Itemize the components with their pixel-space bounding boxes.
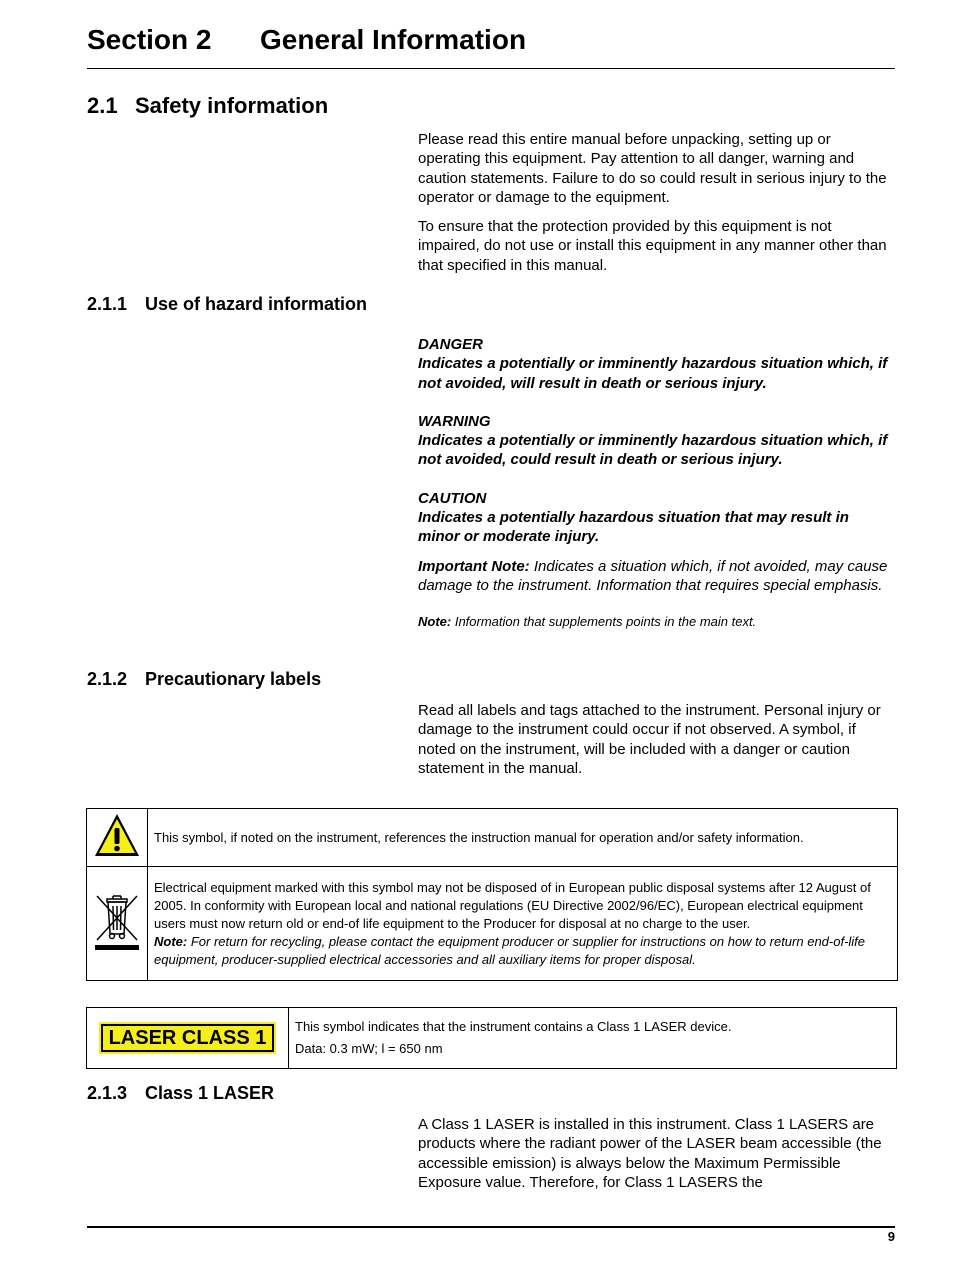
caution-label: CAUTION bbox=[418, 489, 487, 507]
symbol-row-manual bbox=[87, 809, 898, 867]
warning-triangle-icon bbox=[93, 812, 141, 858]
weee-note-label: Note: bbox=[154, 933, 188, 949]
heading-number: 2.1.1 bbox=[87, 294, 128, 314]
important-note-text: Indicates a situation which, if not avoided, may cause damage to the instrument. Information that requires special emphasis. bbox=[418, 557, 888, 594]
precautionary-paragraph: Read all labels and tags attached to the instrument. Personal injury or damage to the instrument could occur if not observed. A symbol, if noted on the instrument, will be included with a danger or caution statement in the manual. bbox=[418, 702, 881, 777]
heading-number: 2.1 bbox=[87, 93, 118, 118]
warning-label: WARNING bbox=[418, 412, 491, 430]
laser-table bbox=[86, 1007, 897, 1069]
laser-symbol-cell bbox=[87, 1008, 289, 1069]
hazard-definitions bbox=[418, 335, 894, 632]
danger-text: Indicates a potentially or imminently hazardous situation which, if not avoided, will result in death or serious injury. bbox=[418, 355, 888, 392]
note bbox=[418, 612, 894, 631]
safety-intro bbox=[418, 130, 894, 275]
safety-paragraph-1: Please read this entire manual before unpacking, setting up or operating this equipment. Pay attention to all danger, warning and caution statements. Failure to do so could result in serious injury to the operator or damage to the equipment. bbox=[418, 131, 887, 206]
heading-text: Class 1 LASER bbox=[145, 1083, 275, 1103]
weee-note-text: For return for recycling, please contact the equipment producer or supplier for instructions on how to return end-of-life equipment, producer-supplied electrical accessories and all auxiliary items for proper disposal. bbox=[154, 933, 866, 967]
note-text: Information that supplements points in the main text. bbox=[454, 614, 757, 630]
symbol-description bbox=[148, 809, 898, 867]
footer-rule bbox=[87, 1226, 895, 1228]
class1-laser-body bbox=[418, 1115, 894, 1192]
note-label: Note: bbox=[418, 614, 452, 630]
symbol-cell bbox=[87, 809, 148, 867]
heading-text: Precautionary labels bbox=[145, 669, 322, 689]
weee-note bbox=[154, 933, 891, 969]
laser-data-text: Data: 0.3 mW; l = 650 nm bbox=[295, 1041, 443, 1056]
section-title bbox=[87, 24, 526, 56]
heading-number: 2.1.3 bbox=[87, 1083, 128, 1103]
laser-description bbox=[289, 1008, 897, 1069]
page-number: 9 bbox=[887, 1229, 895, 1244]
safety-paragraph-2: To ensure that the protection provided by this equipment is not impaired, do not use or install this equipment in any manner other than that specified in this manual. bbox=[418, 218, 887, 274]
symbol-cell bbox=[87, 867, 148, 981]
header-rule bbox=[87, 68, 895, 69]
caution-text: Indicates a potentially hazardous situation that may result in minor or moderate injury. bbox=[418, 509, 849, 546]
warning-text: Indicates a potentially or imminently hazardous situation which, if not avoided, could result in death or serious injury. bbox=[418, 432, 888, 469]
section-number: Section 2 bbox=[87, 24, 212, 55]
precautionary-intro bbox=[418, 701, 894, 778]
manual-symbol-text: This symbol, if noted on the instrument, references the instruction manual for operation and/or safety information. bbox=[154, 829, 804, 845]
laser-class-badge: LASER CLASS 1 bbox=[101, 1024, 275, 1052]
danger-label: DANGER bbox=[418, 336, 484, 353]
section-name: General Information bbox=[260, 24, 527, 55]
laser-row bbox=[87, 1008, 897, 1069]
weee-symbol-text: Electrical equipment marked with this symbol may not be disposed of in European public disposal systems after 12 August of 2005. In conformity with European local and national regulations (EU Directive 2002/96/EC), European electrical equipment users must now return old or end-of life equipment to the Producer for disposal at no charge to the user. bbox=[154, 879, 871, 931]
heading-text: Safety information bbox=[135, 93, 329, 118]
heading-safety-information bbox=[87, 93, 328, 119]
symbol-row-weee bbox=[87, 867, 898, 981]
important-note-label: Important Note: bbox=[418, 557, 530, 575]
laser-symbol-text: This symbol indicates that the instrument contains a Class 1 LASER device. bbox=[295, 1019, 732, 1034]
heading-number: 2.1.2 bbox=[87, 669, 128, 689]
heading-class1-laser bbox=[87, 1083, 274, 1104]
symbol-description bbox=[148, 867, 898, 981]
important-note bbox=[418, 557, 894, 596]
heading-precautionary-labels bbox=[87, 669, 321, 690]
heading-text: Use of hazard information bbox=[145, 294, 368, 314]
class1-laser-paragraph: A Class 1 LASER is installed in this instrument. Class 1 LASERS are products where the radiant power of the LASER beam accessible (the accessible emission) is always below the Maximum Permissible Exposure value. Therefore, for Class 1 LASERS the bbox=[418, 1116, 882, 1191]
heading-hazard-information bbox=[87, 294, 367, 315]
symbol-table bbox=[86, 808, 898, 981]
weee-crossed-bin-icon bbox=[93, 890, 141, 952]
